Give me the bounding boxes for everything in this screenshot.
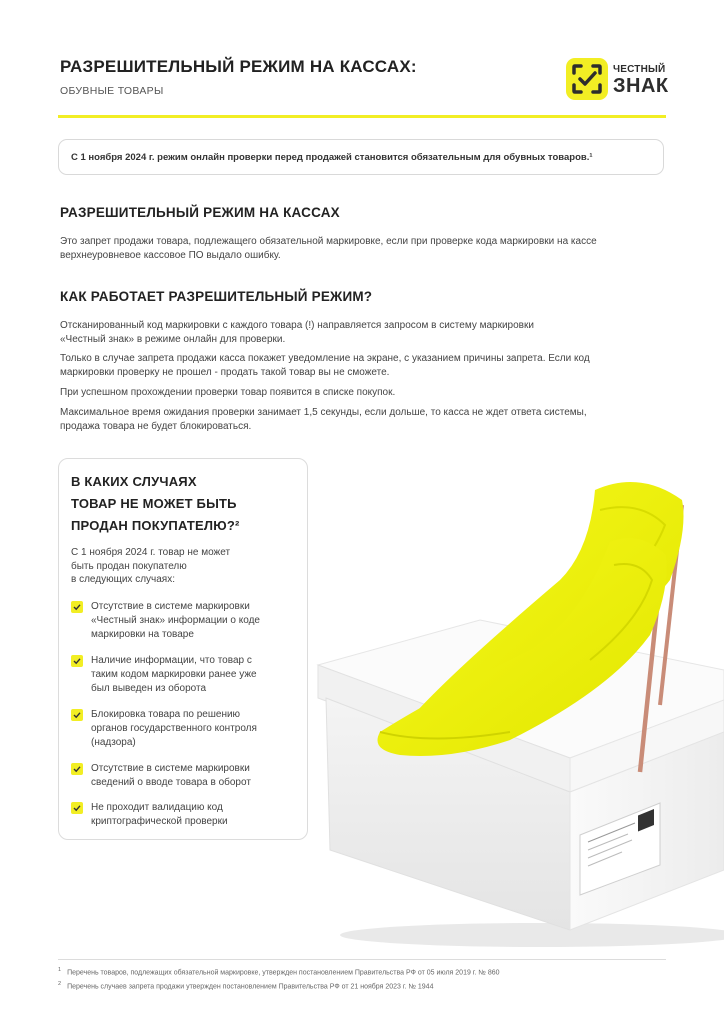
section2-paragraph-3: [60, 386, 670, 400]
footnote-text: Перечень товаров, подлежащих обязательной маркировке, утвержден постановлением Правительства РФ от 05 июля 2019 г. № 860: [67, 969, 500, 977]
reason-line: Блокировка товара по решению: [91, 709, 241, 720]
checkmark-icon: [71, 763, 83, 775]
reason-line: сведений о вводе товара в оборот: [91, 777, 251, 788]
reason-line: криптографической проверки: [91, 816, 228, 827]
section2-paragraph-2: [60, 352, 670, 380]
footnote-number: 1: [58, 967, 62, 973]
paragraph-line: Только в случае запрета продажи касса покажет уведомление на экране, с указанием причины запрета. Если код: [60, 353, 590, 364]
footnote-number: 2: [58, 981, 62, 987]
paragraph-line: Максимальное время ожидания проверки занимает 1,5 секунды, если дольше, то касса не ждет ответа системы,: [60, 407, 587, 418]
notice-text: С 1 ноября 2024 г. режим онлайн проверки перед продажей становится обязательным для обувных товаров.¹: [71, 152, 593, 163]
footer-divider: [58, 959, 666, 960]
reason-line: «Честный знак» информации о коде: [91, 615, 260, 626]
checkmark-icon: [71, 601, 83, 613]
section1-heading: РАЗРЕШИТЕЛЬНЫЙ РЕЖИМ НА КАССАХ: [60, 205, 340, 220]
card-intro-line: С 1 ноября 2024 г. товар не может: [71, 547, 231, 558]
section1-line: Это запрет продажи товара, подлежащего обязательной маркировке, если при проверке кода маркировки на кассе: [60, 236, 597, 247]
paragraph-line: Отсканированный код маркировки с каждого товара (!) направляется запросом в систему маркировки: [60, 320, 534, 331]
reason-line: органов государственного контроля: [91, 723, 257, 734]
paragraph-line: При успешном прохождении проверки товар появится в списке покупок.: [60, 387, 396, 398]
card-intro: [71, 546, 230, 587]
section1-line: верхнеуровневое кассовое ПО выдало ошибку.: [60, 250, 281, 261]
logo-mark-icon: [566, 58, 608, 100]
section2-heading: КАК РАБОТАЕТ РАЗРЕШИТЕЛЬНЫЙ РЕЖИМ?: [60, 289, 373, 304]
logo-text-line2: ЗНАК: [613, 75, 669, 97]
paragraph-line: продажа товара не будет блокироваться.: [60, 421, 252, 432]
paragraph-line: маркировки проверку не прошел - продать такой товар вы не сможете.: [60, 367, 390, 378]
reason-line: Отсутствие в системе маркировки: [91, 601, 250, 612]
section2-paragraph-4: [60, 406, 670, 434]
checkmark-icon: [71, 802, 83, 814]
footnote-text: Перечень случаев запрета продажи утвержден постановлением Правительства РФ от 21 ноября 2023 г. № 1944: [67, 983, 434, 991]
footnote-2: [58, 981, 433, 990]
shoes-on-box-illustration: [310, 470, 724, 950]
prohibition-cases-card: [58, 458, 308, 840]
card-title-line: ТОВАР НЕ МОЖЕТ БЫТЬ: [71, 496, 237, 511]
card-intro-line: быть продан покупателю: [71, 560, 187, 572]
footnote-1: [58, 967, 500, 976]
reason-line: был выведен из оборота: [91, 683, 206, 694]
card-intro-line: в следующих случаях:: [71, 574, 175, 585]
notice-box: [58, 139, 664, 175]
reason-line: маркировки на товаре: [91, 629, 194, 640]
paragraph-line: «Честный знак» в режиме онлайн для проверки.: [60, 334, 286, 345]
section2-paragraph-1: [60, 319, 670, 347]
reason-line: Отсутствие в системе маркировки: [91, 763, 250, 774]
chestny-znak-logo: [566, 58, 676, 102]
logo-text-line1: ЧЕСТНЫЙ: [613, 64, 666, 75]
section1-text: [60, 235, 670, 263]
checkmark-icon: [71, 655, 83, 667]
reason-line: Не проходит валидацию код: [91, 802, 223, 813]
header-divider: [58, 115, 666, 118]
reason-line: Наличие информации, что товар с: [91, 655, 252, 666]
card-title-line: ПРОДАН ПОКУПАТЕЛЮ?²: [71, 518, 240, 533]
reason-line: (надзора): [91, 737, 136, 748]
page-subtitle: ОБУВНЫЕ ТОВАРЫ: [60, 85, 164, 97]
reason-line: таким кодом маркировки ранее уже: [91, 669, 257, 680]
checkmark-icon: [71, 709, 83, 721]
card-title: [71, 471, 240, 537]
card-title-line: В КАКИХ СЛУЧАЯХ: [71, 474, 197, 489]
page-title: РАЗРЕШИТЕЛЬНЫЙ РЕЖИМ НА КАССАХ:: [60, 57, 417, 76]
